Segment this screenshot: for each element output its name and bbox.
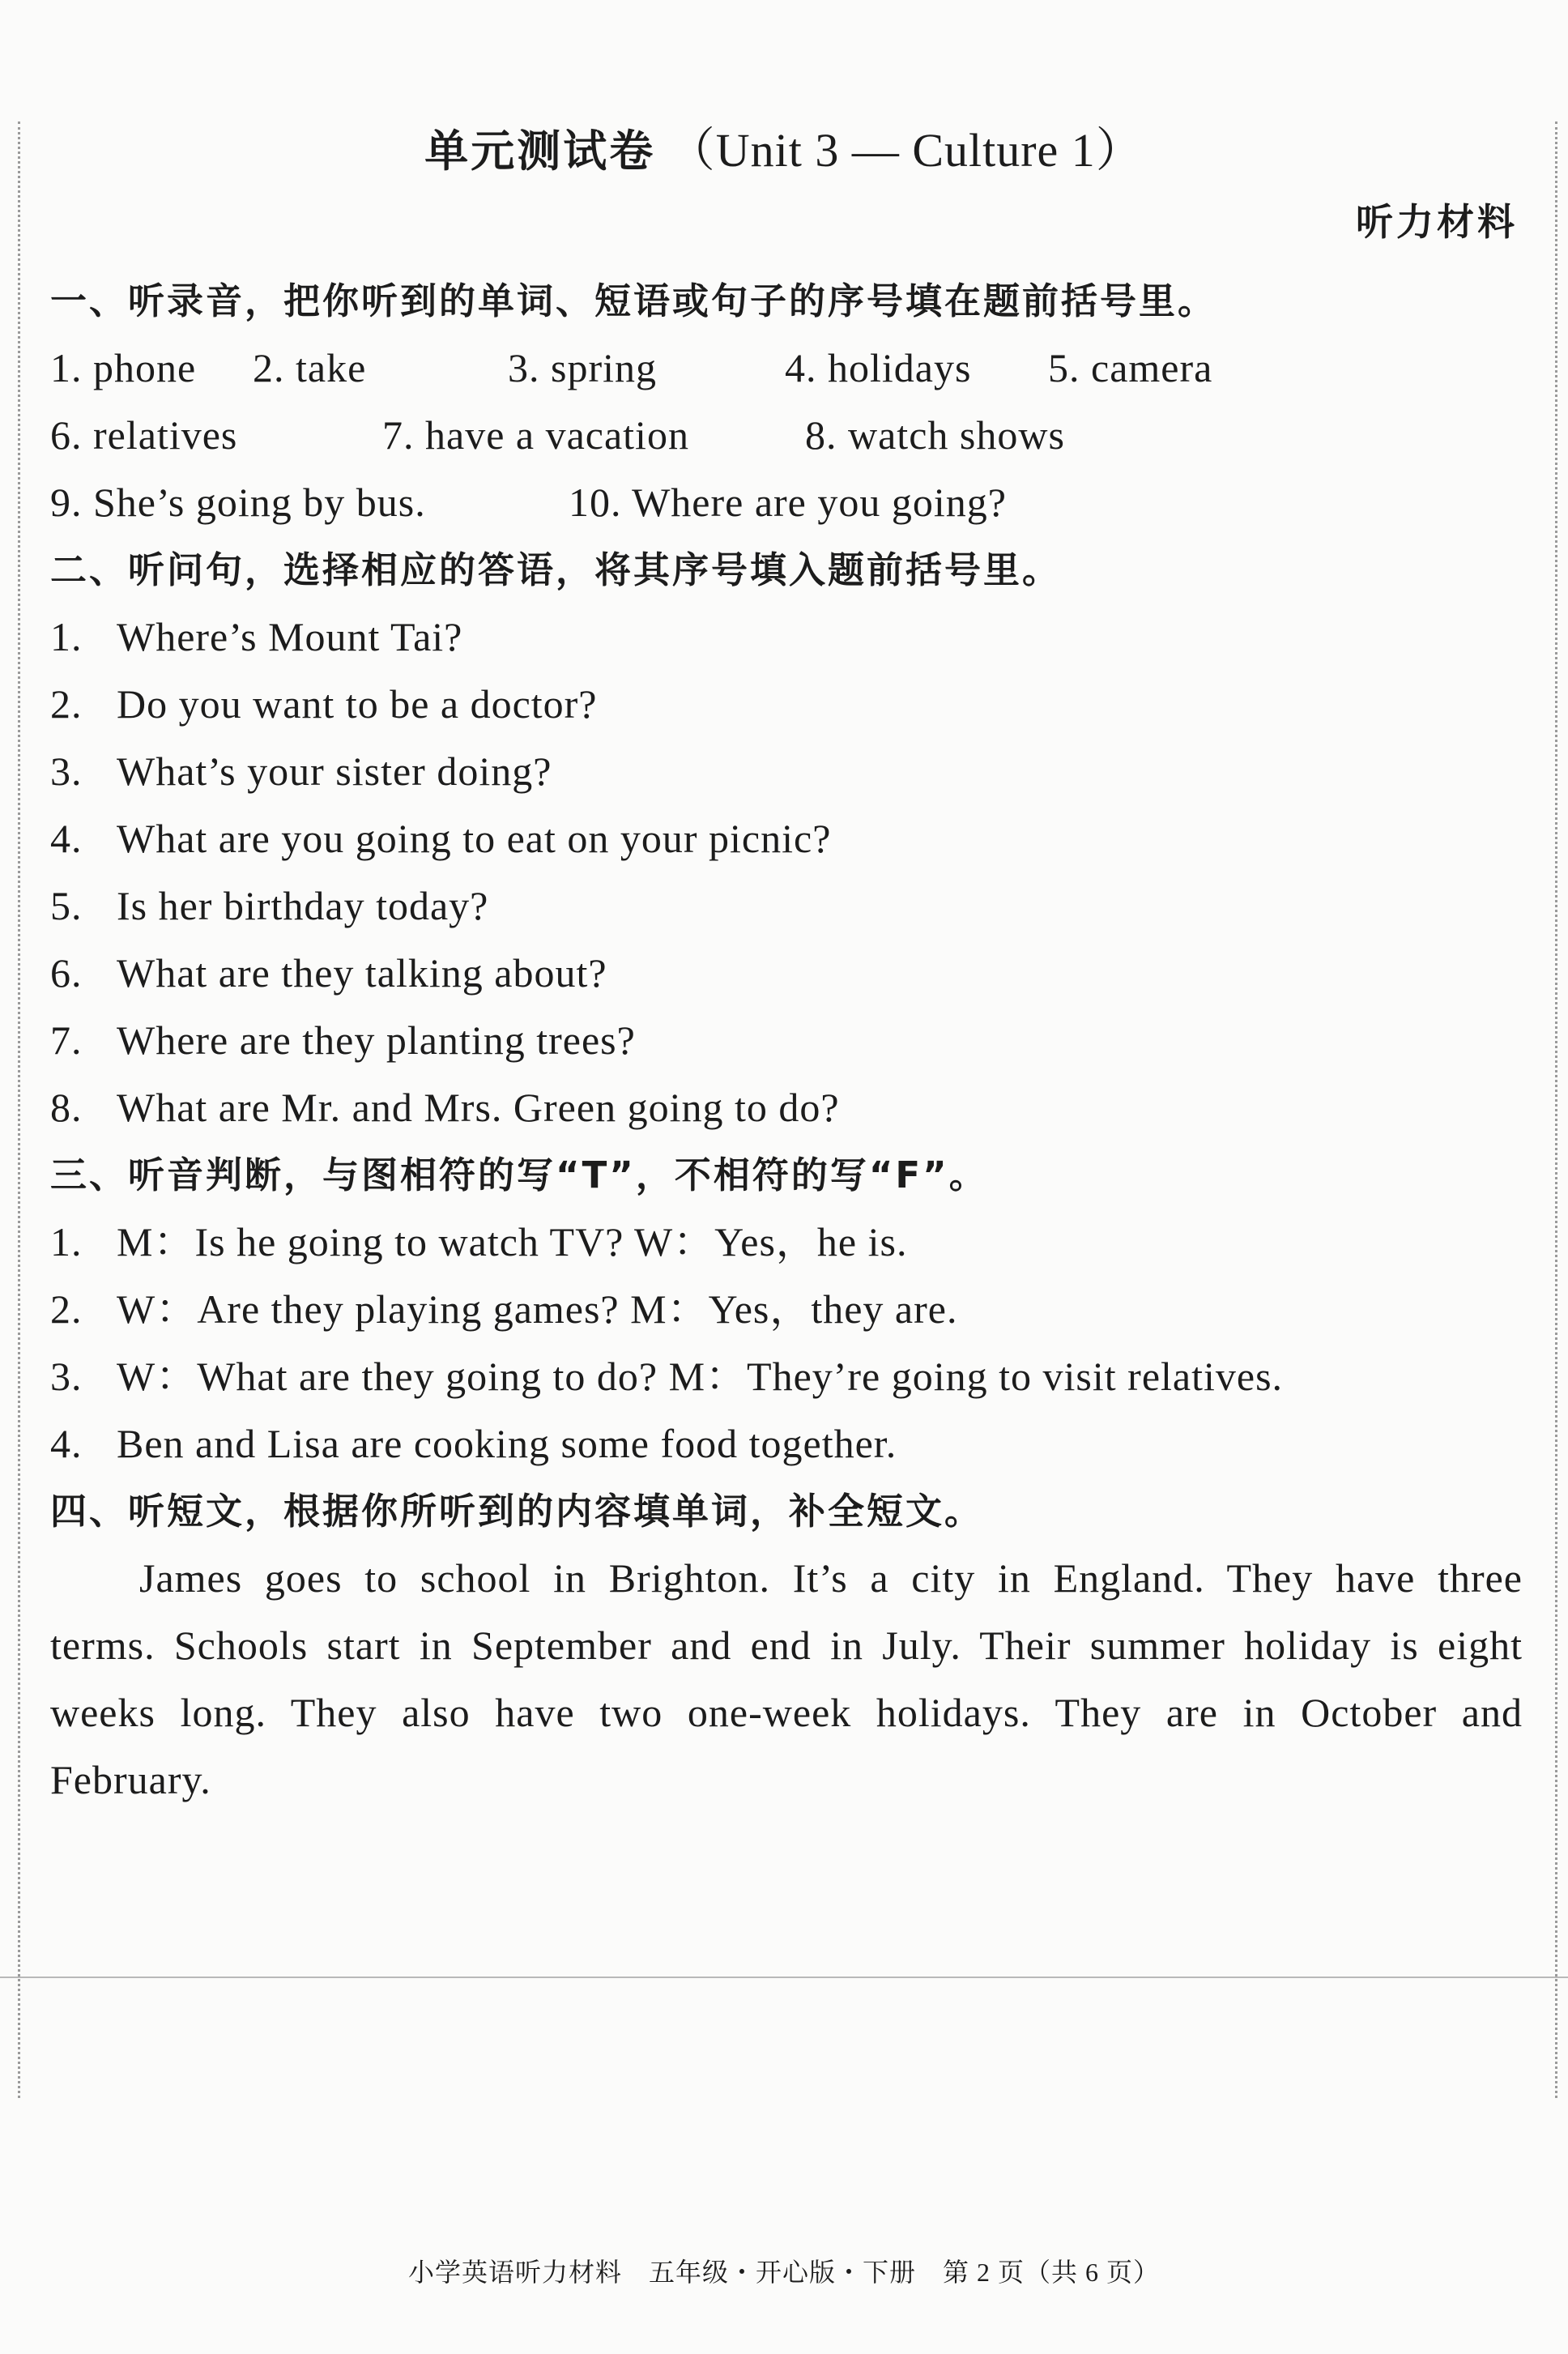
left-binding-line [18,122,20,2098]
question-line [50,1007,1523,1074]
dialogue-line [50,1410,1523,1478]
item-number: 3. [50,748,83,794]
item-text: W：What are they going to do? M：They’re going to visit relatives. [117,1354,1284,1399]
dialogue-line [50,1276,1523,1343]
reading-passage: James goes to school in Brighton. It’s a city in England. They have three terms. Schools start in September and end in July. Their summer holiday is eight weeks long. They also have two one-week holidays. They are in October and February. [50,1555,1523,1802]
word-item: 1. phone [50,345,197,390]
item-text: M：Is he going to watch TV? W：Yes，he is. [117,1219,908,1264]
section3-heading: 三、听音判断，与图相符的写“T”，不相符的写“F”。 [50,1154,988,1196]
item-text: What’s your sister doing? [117,748,552,794]
item-text: What are Mr. and Mrs. Green going to do? [117,1085,840,1130]
item-number: 3. [50,1354,83,1399]
section1-row [50,335,1523,402]
sentence-item: 10. Where are you going? [569,480,1007,525]
dialogue-line [50,1343,1523,1410]
item-number: 4. [50,1421,83,1466]
item-number: 5. [50,883,83,928]
word-item: 8. watch shows [805,412,1065,458]
item-number: 1. [50,614,83,659]
word-item: 3. spring [508,345,657,390]
word-item: 5. camera [1048,345,1213,390]
item-text: Do you want to be a doctor? [117,681,598,727]
item-number: 8. [50,1085,83,1130]
title-chinese: 单元测试卷 [424,126,656,177]
word-item: 2. take [253,345,367,390]
word-item: 4. holidays [785,345,972,390]
item-text: Where are they planting trees? [117,1017,636,1063]
question-line [50,603,1523,671]
section1-row [50,402,1523,469]
word-item: 7. have a vacation [382,412,689,458]
question-line [50,940,1523,1007]
item-text: What are they talking about? [117,950,607,996]
item-text: W：Are they playing games? M：Yes，they are. [117,1286,958,1332]
item-number: 2. [50,1286,83,1332]
question-line [50,671,1523,738]
question-line [50,872,1523,940]
question-line [50,1074,1523,1141]
section1-row [50,469,1523,536]
item-text: What are you going to eat on your picnic? [117,816,832,861]
item-number: 2. [50,681,83,727]
section4-heading: 四、听短文，根据你所听到的内容填单词，补全短文。 [50,1490,984,1533]
section1-heading: 一、听录音，把你听到的单词、短语或句子的序号填在题前括号里。 [50,279,1217,322]
listening-material-label: 听力材料 [1356,200,1518,244]
section2-heading: 二、听问句，选择相应的答语，将其序号填入题前括号里。 [50,548,1062,591]
right-binding-line [1555,122,1557,2098]
page-title [0,112,1568,180]
dialogue-line [50,1209,1523,1276]
worksheet-content [50,267,1523,1814]
page-divider [0,1977,1568,1978]
item-text: Is her birthday today? [117,883,489,928]
title-english: （Unit 3 — Culture 1） [667,124,1144,177]
item-number: 6. [50,950,83,996]
page-footer: 小学英语听力材料 五年级・开心版・下册 第 2 页（共 6 页） [407,2258,1160,2287]
item-text: Ben and Lisa are cooking some food together. [117,1421,897,1466]
sentence-item: 9. She’s going by bus. [50,480,426,525]
question-line [50,738,1523,805]
item-number: 4. [50,816,83,861]
item-text: Where’s Mount Tai? [117,614,463,659]
item-number: 1. [50,1219,83,1264]
word-item: 6. relatives [50,412,238,458]
question-line [50,805,1523,872]
item-number: 7. [50,1017,83,1063]
